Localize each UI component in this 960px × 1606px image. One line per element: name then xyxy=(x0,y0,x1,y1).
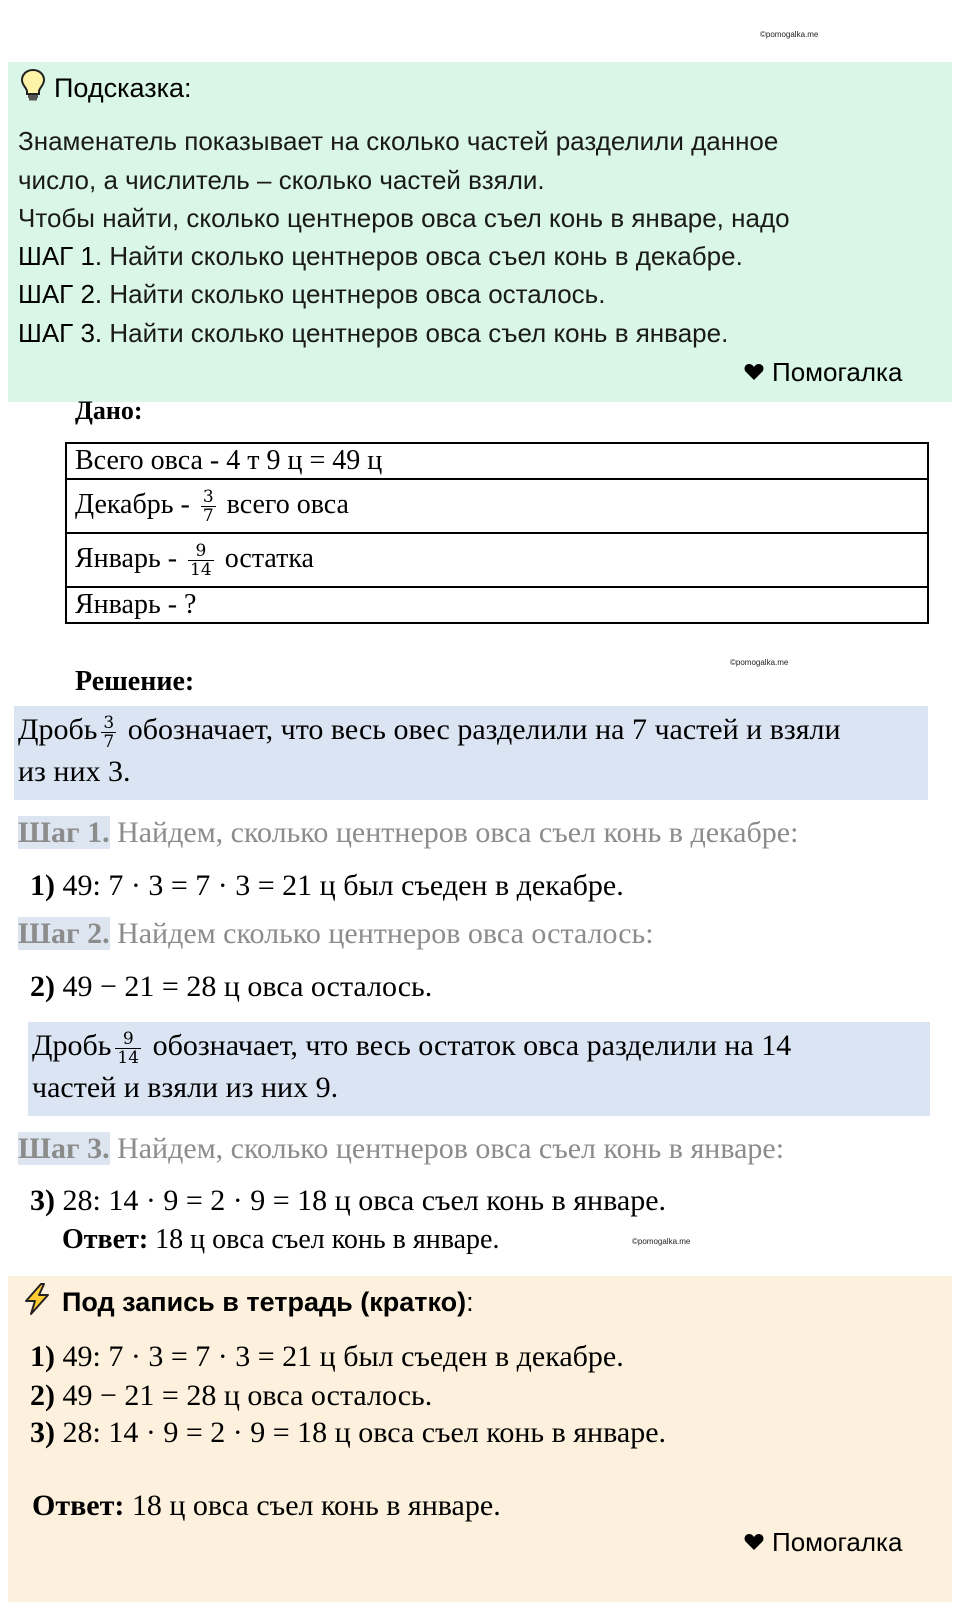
calc-1: 1) 49: 7 · 3 = 7 · 3 = 21 ц был съеден в декабре. xyxy=(30,869,624,902)
watermark: ©pomogalka.me xyxy=(760,30,819,39)
fraction-explanation: Дробь $\frac{9}{14}$ обозначает, что весь остаток овса разделили на 14 частей и взяли из них 9. xyxy=(28,1022,930,1116)
hint-line: Знаменатель показывает на сколько частей разделили данное xyxy=(18,126,779,156)
solution-title: Решение: xyxy=(75,666,195,697)
hint-step-2: ШАГ 2. Найти сколько центнеров овса осталось. xyxy=(18,279,606,309)
answer: Ответ: 18 ц овса съел конь в январе. xyxy=(62,1224,500,1255)
brand: Помогалка xyxy=(744,357,902,388)
calc-2: 2) 49 − 21 = 28 ц овса осталось. xyxy=(30,970,433,1003)
hint-step-1: ШАГ 1. Найти сколько центнеров овса съел конь в декабре. xyxy=(18,241,743,271)
given-unknown: Январь - ? xyxy=(66,587,928,623)
table-row: Январь - $\frac{9}{14}$ остатка xyxy=(66,533,928,587)
table-row: Декабрь - $\frac{3}{7}$ всего овса xyxy=(66,479,928,533)
given-total: Всего овса - 4 т 9 ц = 49 ц xyxy=(66,443,928,479)
hint-title xyxy=(20,68,192,109)
calc-3: 3) 28: 14 · 9 = 2 · 9 = 18 ц овса съел конь в январе. xyxy=(30,1184,667,1217)
heart-icon xyxy=(744,1527,764,1558)
step-3: Шаг 3. Найдем, сколько центнеров овса съел конь в январе: xyxy=(18,1132,785,1165)
fraction: $\frac{9}{14}$ xyxy=(117,1028,140,1068)
fraction: $\frac{9}{14}$ xyxy=(190,540,212,580)
hint-line: число, а числитель – сколько частей взяли. xyxy=(18,165,545,195)
notebook-line-3: 3) 28: 14 · 9 = 2 · 9 = 18 ц овса съел конь в январе. xyxy=(30,1416,667,1449)
notebook-title: Под запись в тетрадь (кратко): xyxy=(20,1282,474,1323)
hint-line: Чтобы найти, сколько центнеров овса съел конь в январе, надо xyxy=(18,203,790,233)
watermark: ©pomogalka.me xyxy=(730,658,789,667)
step-1: Шаг 1. Найдем, сколько центнеров овса съел конь в декабре: xyxy=(18,816,799,849)
fraction: $\frac{3}{7}$ xyxy=(202,486,214,526)
table-row xyxy=(66,587,928,623)
brand: Помогалка xyxy=(744,1527,902,1558)
step-2: Шаг 2. Найдем сколько центнеров овса осталось: xyxy=(18,917,654,950)
lightning-icon xyxy=(20,1282,54,1323)
fraction: $\frac{3}{7}$ xyxy=(103,712,115,752)
table-row xyxy=(66,443,928,479)
hint-step-3: ШАГ 3. Найти сколько центнеров овса съел конь в январе. xyxy=(18,318,729,348)
notebook-line-1: 1) 49: 7 · 3 = 7 · 3 = 21 ц был съеден в декабре. xyxy=(30,1340,624,1373)
lightbulb-icon xyxy=(20,68,46,109)
fraction-explanation: Дробь $\frac{3}{7}$ обозначает, что весь овес разделили на 7 частей и взяли из них 3. xyxy=(14,706,928,800)
notebook-answer: Ответ: 18 ц овса съел конь в январе. xyxy=(32,1489,501,1522)
given-title: Дано: xyxy=(75,396,143,425)
notebook-line-2: 2) 49 − 21 = 28 ц овса осталось. xyxy=(30,1379,433,1412)
hint-title-text: Подсказка: xyxy=(54,73,192,103)
given-table xyxy=(65,442,929,624)
heart-icon xyxy=(744,357,764,388)
watermark: ©pomogalka.me xyxy=(632,1237,691,1246)
